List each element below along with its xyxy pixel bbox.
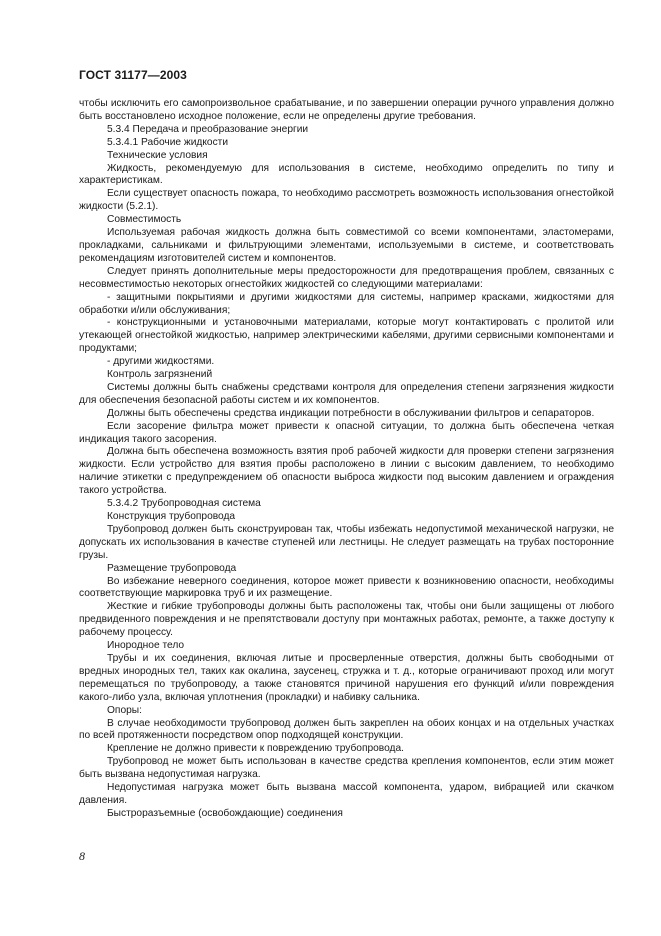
page-number: 8 — [79, 849, 85, 863]
subheading: Совместимость — [107, 214, 182, 226]
list-item: - другими жидкостями. — [107, 356, 215, 368]
paragraph: чтобы исключить его самопроизвольное срабатывание, и по завершении операции ручного управления должно быть восстановлено исходное положение, если не определены другие требования. — [79, 98, 614, 122]
paragraph: Жесткие и гибкие трубопроводы должны быть расположены так, чтобы они были защищены от любого предвиденного повреждения и не препятствовали доступу при монтажных работах, ремонте, а также доступу к рабочему процессу. — [79, 601, 614, 639]
paragraph: Должны быть обеспечены средства индикации потребности в обслуживании фильтров и сепараторов. — [107, 407, 595, 419]
list-item: - защитными покрытиями и другими жидкостями для системы, например красками, жидкостями для обработки и/или обслуживания; — [79, 291, 614, 316]
list-item: - конструкционными и установочными материалами, которые могут контактировать с пролитой или утекающей огнестойкой жидкостью, например электрическими кабелями, другими сервисными компонентами и продуктами; — [79, 317, 614, 355]
paragraph: Жидкость, рекомендуемую для использования в системе, необходимо определить по типу и характеристикам. — [79, 162, 614, 187]
paragraph: Во избежание неверного соединения, которое может привести к возникновению опасности, необходимы соответствующие маркировка труб и их размещение. — [79, 575, 614, 600]
section-heading: 5.3.4.1 Рабочие жидкости — [107, 136, 229, 148]
document-header: ГОСТ 31177—2003 — [79, 68, 187, 82]
document-body — [79, 98, 614, 821]
subheading: Конструкция трубопровода — [107, 511, 236, 522]
paragraph: Если существует опасность пожара, то необходимо рассмотреть возможность использования огнестойкой жидкости (5.2.1). — [79, 188, 614, 213]
subheading: Контроль загрязнений — [107, 369, 213, 381]
paragraph: Следует принять дополнительные меры предосторожности для предотвращения проблем, связанных с несовместимостью некоторых огнестойких жидкостей со следующими материалами: — [79, 265, 614, 290]
paragraph: Трубопровод должен быть сконструирован так, чтобы избежать недопустимой механической нагрузки, не допускать их использования в качестве ступеней или лестницы. Не следует размещать на трубах посторонние грузы. — [79, 523, 614, 561]
subheading: Технические условия — [107, 149, 208, 161]
paragraph: В случае необходимости трубопровод должен быть закреплен на обоих концах и на отдельных участках по всей протяженности посредством опор подходящей конструкции. — [79, 717, 614, 742]
paragraph: Должна быть обеспечена возможность взятия проб рабочей жидкости для проверки степени загрязнения жидкости. Если устройство для взятия пробы расположено в линии с высоким давлением, то необходимо наличие этикетки с предупреждением об опасности выброса жидкости под высоким давлением и ограждения такого устройства. — [79, 446, 614, 497]
paragraph: Используемая рабочая жидкость должна быть совместимой со всеми компонентами, эластомерами, прокладками, сальниками и фильтрующими элементами, используемыми в системе, и соответствовать рекомендациям изготовителей систем и компонентов. — [79, 227, 614, 264]
subheading: Опоры: — [107, 704, 142, 716]
paragraph: Системы должны быть снабжены средствами контроля для определения степени загрязнения жидкости для обеспечения безопасной работы систем и их компонентов. — [79, 381, 614, 406]
paragraph: Трубы и их соединения, включая литые и просверленные отверстия, должны быть свободными от вредных инородных тел, таких как окалина, заусенец, стружка и т. д., которые ограничивают проход или могут перемещаться по трубопроводу, а также становятся причиной нарушения его функций и/или повреждения какого-либо узла, включая уплотнения (прокладки) и набивку сальника. — [79, 652, 614, 703]
paragraph: Трубопровод не может быть использован в качестве средства крепления компонентов, если этим может быть вызвана недопустимая нагрузка. — [79, 756, 614, 781]
subheading: Инородное тело — [107, 640, 185, 652]
subheading: Размещение трубопровода — [107, 562, 237, 574]
section-heading: 5.3.4.2 Трубопроводная система — [107, 498, 261, 510]
paragraph: Если засорение фильтра может привести к опасной ситуации, то должна быть обеспечена четкая индикация такого засорения. — [79, 420, 614, 445]
paragraph: Недопустимая нагрузка может быть вызвана массой компонента, ударом, вибрацией или скачком давления. — [79, 782, 614, 806]
paragraph: Крепление не должно привести к повреждению трубопровода. — [107, 743, 404, 755]
subheading: Быстроразъемные (освобождающие) соединения — [107, 807, 343, 819]
section-heading: 5.3.4 Передача и преобразование энергии — [107, 123, 309, 135]
